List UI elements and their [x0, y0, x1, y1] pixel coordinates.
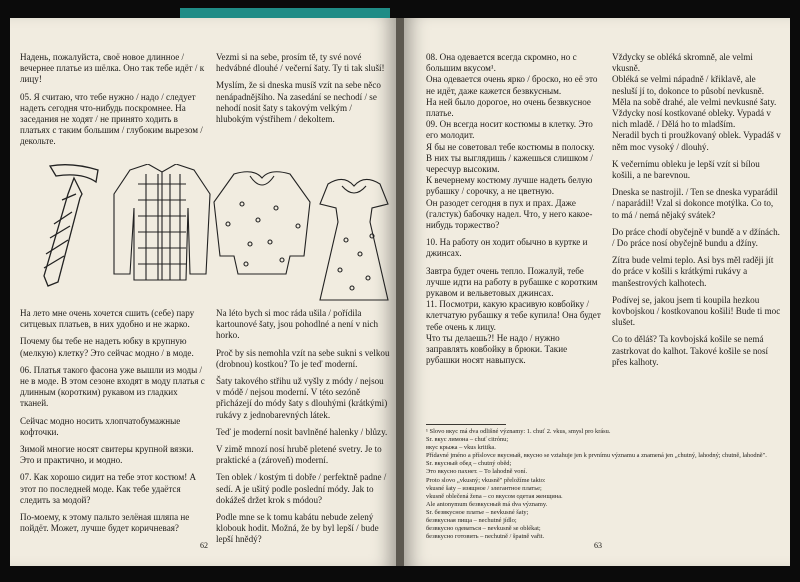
paragraph: Vždycky se obléká skromně, ale velmi vkusně. — [612, 52, 753, 74]
footnote-line: vkusně oblečená žena – со вкусом одетая женщина. — [426, 492, 563, 500]
footnote-line: безвкусно готовить – nechutně / špatně vařit. — [426, 533, 545, 541]
summer-dress-icon — [320, 179, 388, 300]
paragraph: 09. Он всегда носит костюмы в клетку. Это его молодит. — [426, 119, 593, 141]
footnote-line: Proto slovo „vkusný; vkusně" přeložíme takto: — [426, 476, 546, 484]
paragraph: К вечернему костюму лучше надеть белую рубашку / сорочку, а не цветную. — [426, 175, 593, 197]
clothing-illustration — [10, 164, 396, 304]
paragraph: 06. Платья такого фасона уже вышли из моды / не в моде. В этом сезоне входят в моду платья с длинным (коротким) рукавом из гладких тканей. — [20, 364, 205, 409]
right-page — [404, 18, 790, 566]
paragraph: Teď je moderní nosit bavlněné halenky / blůzy. — [216, 426, 388, 437]
footnote-line: Sr. безвкусное платье – nevkusné šaty; — [426, 508, 529, 516]
left-page-czech-bottom — [216, 308, 390, 552]
paragraph: Myslím, že si dneska musíš vzít na sebe něco nenápadnějšího. Na zasedání se nechodí / se nehodí nosit šaty s takovým velkým / hlubokým výstřihem / dekoltem. — [216, 80, 381, 125]
paragraph: Я бы не советовал тебе костюмы в полоску. В них ты выглядишь / кажешься слишком / чересчур высоким. — [426, 141, 595, 175]
paragraph: Надень, пожалуйста, своё новое длинное / вечернее платье из шёлка. Оно так тебе идёт / к лицу! — [20, 52, 205, 85]
footnote-line: Sr. вкус лимона – chuť citrónu; — [426, 436, 509, 444]
book-gutter — [396, 18, 404, 566]
left-page-czech-top — [216, 52, 390, 131]
footnotes — [426, 424, 776, 541]
paragraph: Obléká se velmi nápadně / křiklavě, ale nesluší jí to, dokonce to působí nevkusně. — [612, 74, 765, 96]
page-number: 62 — [200, 541, 208, 550]
footnote-line: безвкусно одеваться – nevkusně se oblékat; — [426, 525, 541, 533]
paragraph: Vždycky nosí kostkované obleky. Vypadá v nich mladě. / Dělá ho to mladším. — [612, 108, 771, 130]
footnote-divider — [426, 424, 506, 425]
paragraph: Он разодет сегодня в пух и прах. Даже (галстук) бабочку надел. Что, у него какое-нибудь торжество? — [426, 197, 593, 231]
footnote-line: безвкусная пища – nechutné jídlo; — [426, 517, 517, 525]
paragraph: V zimě mnozí nosí hrubě pletené svetry. Je to praktické a (zároveň) moderní. — [216, 444, 382, 466]
necktie-icon — [44, 165, 98, 286]
paragraph: На ней было дорогое, но очень безвкусное платье. — [426, 96, 591, 119]
page-number: 63 — [594, 541, 602, 550]
right-page-czech — [612, 52, 782, 374]
paragraph: Ten oblek / kostým ti dobře / perfektně padne / sedí. A je ušitý podle poslední módy. Jak to dokážeš držet krok s módou? — [216, 472, 387, 505]
paragraph: Neradil bych ti proužkovaný oblek. Vypadáš v něm moc vysoký / dlouhý. — [612, 130, 781, 152]
footnote-line: vkusné šaty – изящное / элегантное платье; — [426, 484, 542, 492]
paragraph: 07. Как хорошо сидит на тебе этот костюм! А этот по последней моде. Как тебе удаётся следить за модой? — [20, 472, 197, 505]
paragraph: Она одевается очень ярко / броско, но её это не идёт, даже кажется безвкусным. — [426, 74, 598, 96]
paragraph: Podle mne se k tomu kabátu nebude zelený klobouk hodit. Možná, že by byl lepší / bude lepší hnědý? — [216, 512, 379, 545]
footnote-line: Это вкусно пахнет. – To lahodně voní. — [426, 468, 528, 476]
footnote-line: Sr. вкусный обед – chutný oběd; — [426, 460, 512, 468]
paragraph: Dneska se nastrojil. / Ten se dneska vyparádil / naparádil! Vzal si dokonce motýlka. Co to, to má / nemá nějaký svátek? — [612, 187, 778, 220]
left-page — [10, 18, 396, 566]
footnote-line: вкус крыжа – vkus kritika. — [426, 444, 496, 452]
blouse-icon — [214, 172, 310, 274]
paragraph: Зимой многие носят свитеры крупной вязки. Это и практично, и модно. — [20, 444, 194, 466]
paragraph: Co to děláš? Ta kovbojská košile se nemá zastrkovat do kalhot. Takové košile se nosí přes kalhoty. — [612, 334, 769, 367]
cover-edge — [180, 8, 390, 18]
paragraph: Zítra bude velmi teplo. Asi bys měl raději jít do práce v košili s krátkými rukávy a manšestrových kalhotech. — [612, 255, 774, 288]
left-page-russian-bottom — [20, 308, 206, 540]
footnote-line: Přídavné jméno a příslovce вкусный, вкусно se vztahuje jen k prvnímu významu a znamená jen „chutný, lahodný; chutně, lahodně". — [426, 452, 767, 460]
paragraph: 10. На работу он ходит обычно в куртке и джинсах. — [426, 237, 588, 259]
paragraph: Šaty takového střihu už vyšly z módy / nejsou v módě / nejsou moderní. V této sezóně přicházejí do módy šaty s dlouhými (krátkými) rukávy z jednobarevných látek. — [216, 376, 388, 420]
paragraph: Vezmi si na sebe, prosím tě, ty své nové hedvábné dlouhé / večerní šaty. Ty ti tak sluší! — [216, 52, 385, 74]
paragraph: 08. Она одевается всегда скромно, но с большим вкусом¹. — [426, 52, 577, 74]
paragraph: Podívej se, jakou jsem ti koupila hezkou kovbojskou / kostkovanou košili! Bude ti moc slušet. — [612, 294, 781, 328]
footnote-line: ¹ Slovo вкус má dva odlišné významy: 1. chuť 2. vkus, smysl pro krásu. — [426, 428, 611, 435]
paragraph: K večernímu obleku je lepší vzít si bílou košili, a ne barevnou. — [612, 158, 760, 181]
paragraph: Do práce chodí obyčejně v bundě a v džínách. / Do práce nosí obyčejně bundu a džíny. — [612, 226, 780, 249]
paragraph: Měla na sobě drahé, ale velmi nevkusné šaty. — [612, 96, 777, 107]
left-page-russian-top — [20, 52, 206, 154]
paragraph: По-моему, к этому пальто зелёная шляпа не пойдёт. Может, лучше будет коричневая? — [20, 512, 190, 534]
paragraph: 05. Я считаю, что тебе нужно / надо / следует надеть сегодня что-нибудь поскромнее. На заседания не ходят / не принято ходить в платьях с таким большим / глубоким вырезом / декольте. — [20, 91, 203, 147]
paragraph: На лето мне очень хочется сшить (себе) пару ситцевых платьев, в них удобно и не жарко. — [20, 308, 195, 330]
paragraph: Завтра будет очень тепло. Пожалуй, тебе лучше идти на работу в рубашке с коротким рукавом и вельветовых джинсах. — [426, 265, 598, 299]
paragraph: 11. Посмотри, какую красивую ковбойку / клетчатую рубашку я тебе купила! Она будет тебе очень к лицу. — [426, 299, 601, 332]
paragraph: Proč by sis nemohla vzít na sebe sukni s velkou (drobnou) kostkou? To je teď moderní. — [216, 347, 390, 369]
paragraph: Сейчас модно носить хлопчатобумажные кофточки. — [20, 415, 181, 437]
paragraph: Na léto bych si moc ráda ušila / pořídila kartounové šaty, jsou pohodlné a není v nich horko. — [216, 308, 379, 341]
paragraph: Что ты делаешь?! Не надо / нужно заправлять ковбойку в брюки. Такие рубашки носят навыпуск. — [426, 332, 568, 366]
paragraph: Почему бы тебе не надеть юбку в крупную (мелкую) клетку? Это сейчас модно / в моде. — [20, 336, 194, 358]
plaid-shirt-icon — [114, 164, 210, 280]
footnote-line: Ale antonymum безвкусный má dva významy. — [426, 500, 548, 508]
right-page-russian — [426, 52, 602, 366]
